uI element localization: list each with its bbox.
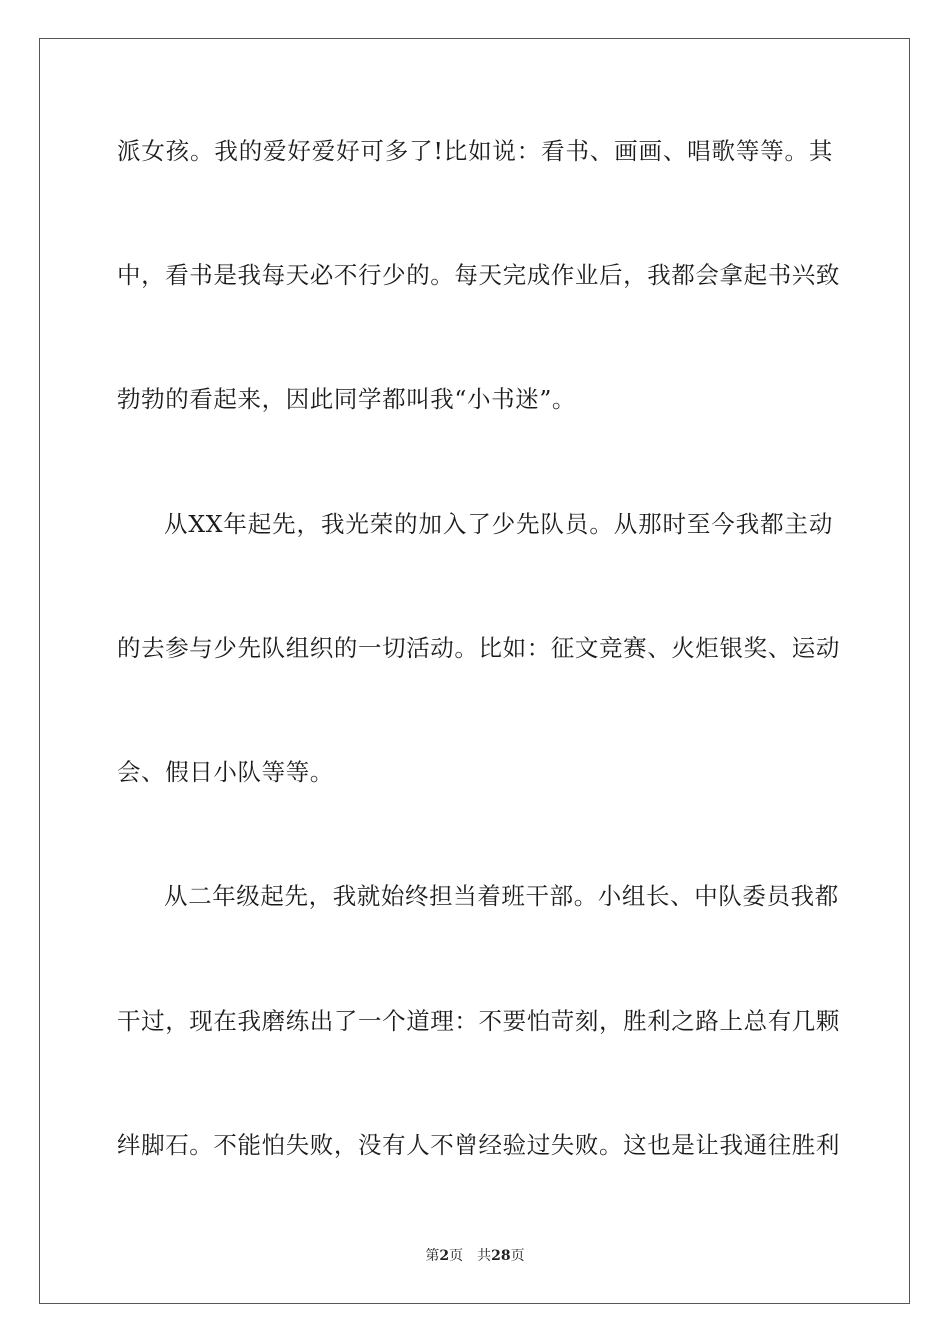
text-line-9: 绊脚石。不能怕失败，没有人不曾经验过失败。这也是让我通往胜利 — [117, 1131, 840, 1159]
text-line-2: 中，看书是我每天必不行少的。每天完成作业后，我都会拿起书兴致 — [117, 261, 840, 289]
text-line-6: 会、假日小队等等。 — [117, 758, 334, 786]
text-line-5: 的去参与少先队组织的一切活动。比如：征文竞赛、火炬银奖、运动 — [117, 634, 840, 662]
footer-total-prefix: 共 — [477, 1248, 492, 1264]
footer-page-number: 2 — [439, 1248, 450, 1264]
footer-page-prefix: 第 — [425, 1248, 440, 1264]
text-line-7: 从二年级起先，我就始终担当着班干部。小组长、中队委员我都 — [164, 882, 839, 910]
text-line-3: 勃勃的看起来，因此同学都叫我“小书迷”。 — [117, 385, 577, 413]
page-border — [39, 38, 910, 1304]
footer-total-suffix: 页 — [510, 1248, 525, 1264]
text-line-8: 干过，现在我磨练出了一个道理：不要怕苛刻，胜利之路上总有几颗 — [117, 1007, 840, 1035]
text-line-1: 派女孩。我的爱好爱好可多了!比如说：看书、画画、唱歌等等。其 — [117, 137, 833, 165]
text-line-4: 从XX年起先，我光荣的加入了少先队员。从那时至今我都主动 — [164, 510, 833, 538]
footer-total-pages: 28 — [491, 1248, 511, 1264]
footer-page-suffix: 页 — [449, 1248, 464, 1264]
page-footer — [0, 1247, 950, 1265]
